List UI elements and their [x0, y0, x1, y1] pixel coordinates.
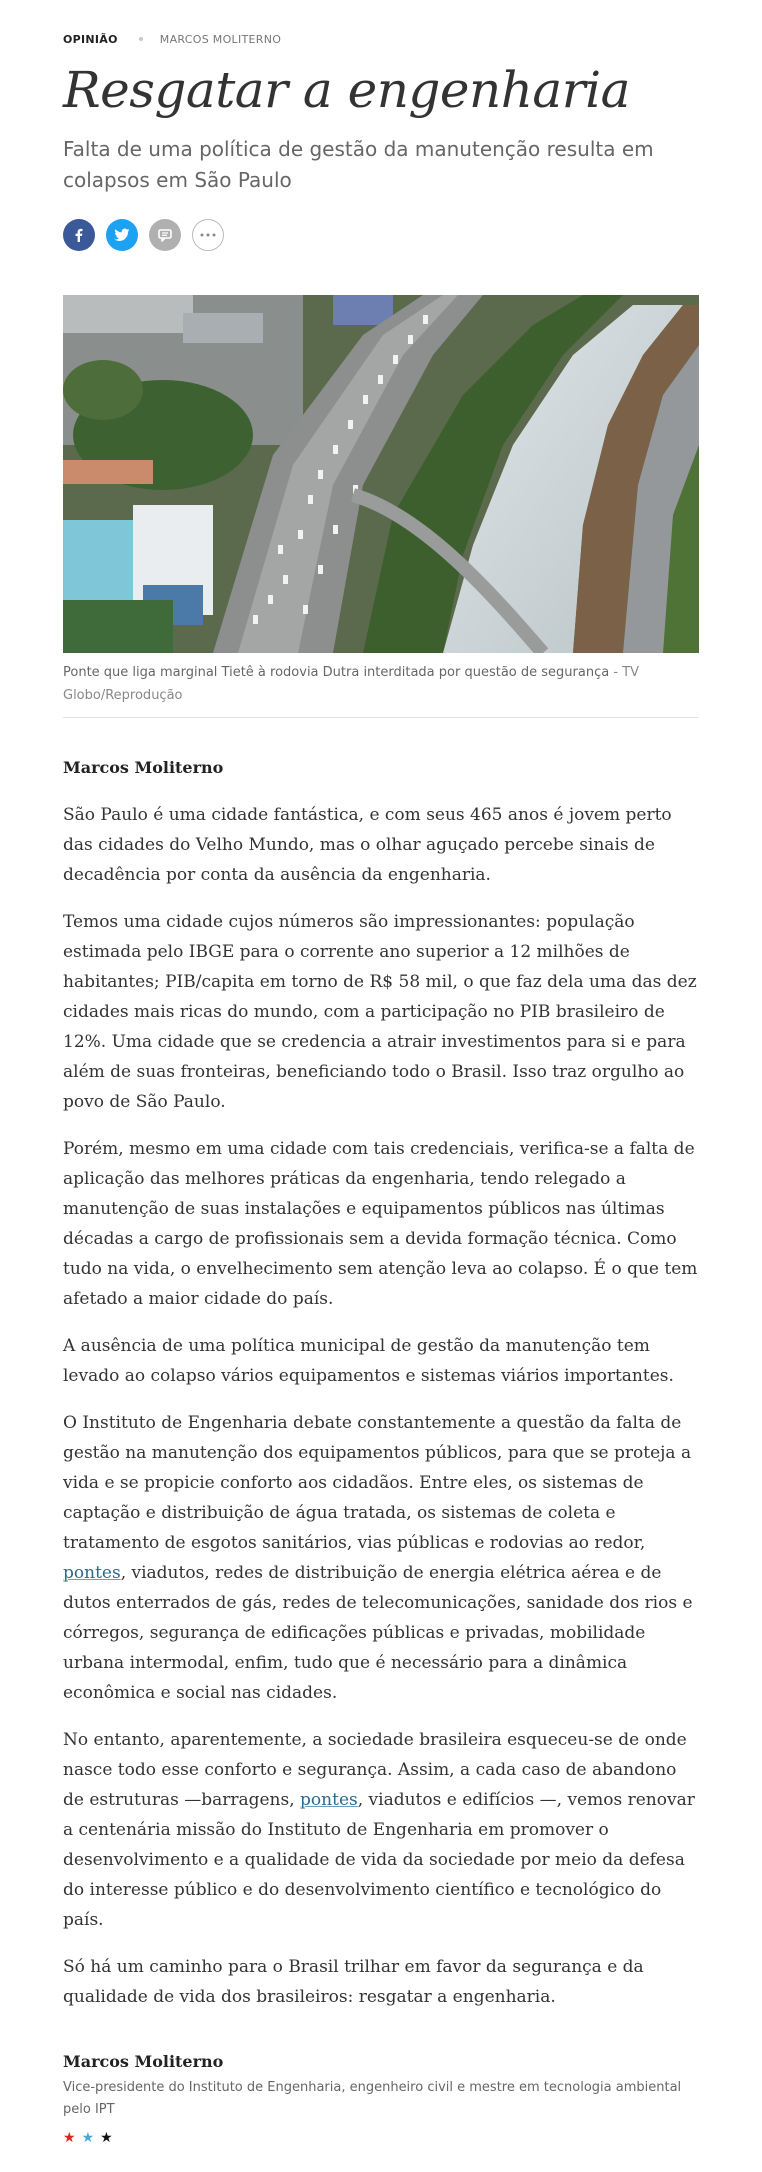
paragraph-text: , viadutos, redes de distribuição de energia elétrica aérea e de dutos enterrados de gás, redes de telecomunicações, sanidade dos rios e córregos, segurança de edificações públicas e privadas, mobilidade urbana intermodal, enfim, tudo que é necessário para a dinâmica econômica e social nas cidades. [63, 1563, 693, 1703]
paragraph [63, 1408, 699, 1708]
share-bar [63, 219, 699, 251]
pontes-link[interactable]: pontes [63, 1563, 121, 1583]
comment-button[interactable] [149, 219, 181, 251]
divider [63, 717, 699, 718]
section-link[interactable]: OPINIÃO [63, 32, 118, 46]
paragraph-text: O Instituto de Engenharia debate constantemente a questão da falta de gestão na manutenção dos equipamentos públicos, para que se proteja a vida e se propicie conforto aos cidadãos. Entre eles, os sistemas de captação e distribuição de água tratada, os sistemas de coleta e tratamento de esgotos sanitários, vias públicas e rodovias ao redor, [63, 1413, 692, 1553]
paragraph: Só há um caminho para o Brasil trilhar em favor da segurança e da qualidade de vida dos brasileiros: resgatar a engenharia. [63, 1957, 644, 2007]
author-box-name[interactable]: Marcos Moliterno [63, 2052, 224, 2071]
folha-stars-logo [63, 2130, 699, 2146]
caption-credit: - TV Globo/Reprodução [63, 665, 639, 703]
paragraph: A ausência de uma política municipal de gestão da manutenção tem levado ao colapso vários equipamentos e sistemas viários importantes. [63, 1336, 674, 1386]
more-icon [200, 233, 216, 237]
article-photo [63, 295, 699, 653]
separator-dot [139, 37, 143, 41]
blue-star-icon: ★ [81, 2130, 95, 2146]
subtitle: Falta de uma política de gestão da manutenção resulta em colapsos em São Paulo [63, 137, 654, 192]
more-options-button[interactable] [192, 219, 224, 251]
black-star-icon: ★ [100, 2130, 113, 2146]
byline-author[interactable]: Marcos Moliterno [63, 758, 224, 777]
caption-text: Ponte que liga marginal Tietê à rodovia Dutra interditada por questão de segurança [63, 665, 610, 680]
facebook-icon [72, 228, 86, 242]
highway-aerial-photo [63, 295, 699, 653]
photo-caption [63, 661, 699, 707]
paragraph-text: , viadutos e edifícios —, vemos renovar a centenária missão do Instituto de Engenharia em promover o desenvolvimento e a qualidade de vida da sociedade por meio da defesa do interesse público e do desenvolvimento científico e tecnológico do país. [63, 1790, 695, 1930]
kicker [63, 31, 699, 47]
facebook-share-button[interactable] [63, 219, 95, 251]
red-star-icon: ★ [63, 2130, 76, 2146]
twitter-icon [114, 228, 130, 242]
article-body [63, 800, 699, 2012]
twitter-share-button[interactable] [106, 219, 138, 251]
kicker-author-link[interactable]: MARCOS MOLITERNO [159, 32, 282, 46]
pontes-link[interactable]: pontes [300, 1790, 358, 1810]
article-page [63, 0, 699, 2146]
comment-icon [158, 229, 172, 242]
paragraph: Temos uma cidade cujos números são impressionantes: população estimada pelo IBGE para o corrente ano superior a 12 milhões de habitantes; PIB/capita em torno de R$ 58 mil, o que faz dela uma das dez cidades mais ricas do mundo, com a participação no PIB brasileiro de 12%. Uma cidade que se credencia a atrair investimentos para si e para além de suas fronteiras, beneficiando todo o Brasil. Isso traz orgulho ao povo de São Paulo. [63, 912, 697, 1112]
paragraph: São Paulo é uma cidade fantástica, e com seus 465 anos é jovem perto das cidades do Velho Mundo, mas o olhar aguçado percebe sinais de decadência por conta da ausência da engenharia. [63, 805, 672, 885]
paragraph: Porém, mesmo em uma cidade com tais credenciais, verifica-se a falta de aplicação das melhores práticas da engenharia, tendo relegado a manutenção de suas instalações e equipamentos públicos nas últimas décadas a cargo de profissionais sem a devida formação técnica. Como tudo na vida, o envelhecimento sem atenção leva ao colapso. É o que tem afetado a maior cidade do país. [63, 1139, 698, 1309]
author-box-bio: Vice-presidente do Instituto de Engenharia, engenheiro civil e mestre em tecnologia ambiental pelo IPT [63, 2080, 682, 2117]
headline: Resgatar a engenharia [63, 61, 630, 119]
paragraph [63, 1725, 699, 1935]
paragraph-text: No entanto, aparentemente, a sociedade brasileira esqueceu-se de onde nasce todo esse conforto e segurança. Assim, a cada caso de abandono de estruturas —barragens, [63, 1730, 687, 1810]
